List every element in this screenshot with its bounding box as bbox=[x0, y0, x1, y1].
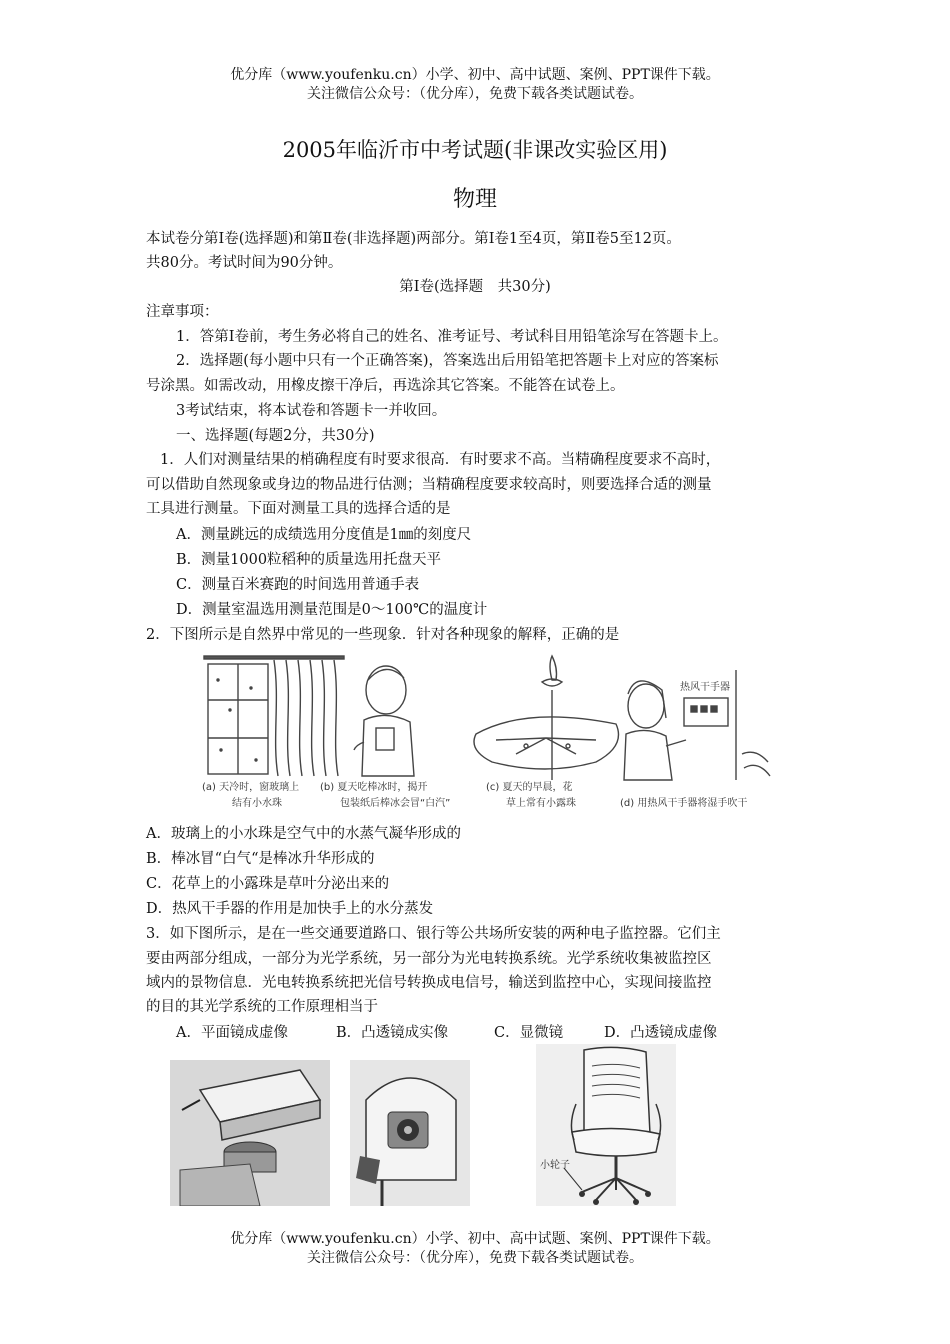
section-title: 第Ⅰ卷(选择题 共30分) bbox=[399, 279, 551, 295]
q2-option-c: C．花草上的小露珠是草叶分泌出来的 bbox=[146, 876, 390, 892]
q1-option-c: C．测量百米赛跑的时间选用普通手表 bbox=[176, 577, 420, 593]
chair-illustration bbox=[536, 1044, 676, 1206]
q1-line-3: 工具进行测量。下面对测量工具的选择合适的是 bbox=[146, 501, 451, 517]
notes-heading: 注章事项： bbox=[146, 304, 219, 320]
subject-title: 物理 bbox=[452, 187, 497, 212]
header-line-2: 关注微信公众号：（优分库），免费下载各类试题试卷。 bbox=[307, 86, 643, 102]
q3-option-d: D．凸透镜成虚像 bbox=[604, 1025, 718, 1041]
footer-line-2: 关注微信公众号：（优分库），免费下载各类试题试卷。 bbox=[307, 1250, 643, 1266]
q3-chair-photo bbox=[536, 1044, 676, 1206]
lotus-leaf-drawing bbox=[474, 656, 619, 780]
q3-option-b: B．凸透镜成实像 bbox=[336, 1025, 449, 1041]
caption-c-1: (c) 夏天的早晨，花 bbox=[486, 782, 573, 793]
footer-line-1: 优分库（www.youfenku.cn）小学、初中、高中试题、案例、PPT课件下载。 bbox=[230, 1231, 720, 1247]
q3-option-c: C．显微镜 bbox=[494, 1025, 564, 1041]
q2-figure bbox=[196, 650, 776, 818]
part-1-heading: 一、选择题(每题2分，共30分) bbox=[176, 428, 375, 444]
window-curtain-drawing bbox=[204, 656, 344, 776]
q1-option-a: A．测量跳远的成绩选用分度值是1㎜的刻度尺 bbox=[176, 527, 472, 543]
dome-camera-drawing bbox=[350, 1060, 470, 1206]
q2-option-d: D．热风干手器的作用是加快手上的水分蒸发 bbox=[146, 901, 434, 917]
exam-title: 2005年临沂市中考试题(非课改实验区用) bbox=[282, 138, 668, 162]
dryer-label: 热风干手器 bbox=[680, 682, 730, 693]
q2-option-b: B．棒冰冒“白气“是棒冰升华形成的 bbox=[146, 851, 375, 867]
q1-option-b: B．测量1000粒稻种的质量选用托盘天平 bbox=[176, 552, 442, 568]
caption-c-2: 草上常有小露珠 bbox=[506, 798, 576, 809]
q2-option-a: A．玻璃上的小水珠是空气中的水蒸气凝华形成的 bbox=[146, 826, 461, 842]
intro-line-1: 本试卷分第Ⅰ卷(选择题)和第Ⅱ卷(非选择题)两部分。第Ⅰ卷1至4页，第Ⅱ卷5至12页。 bbox=[146, 231, 681, 247]
q3-line-2: 要由两部分组成，一部分为光学系统，另一部分为光电转换系统。光学系统收集被监控区 bbox=[146, 951, 712, 967]
q3-line-1: 3．如下图所示，是在一些交通要道路口、银行等公共场所安装的两种电子监控器。它们主 bbox=[146, 926, 721, 942]
q3-camera-photos bbox=[170, 1060, 470, 1206]
q1-line-2: 可以借助自然现象或身边的物品进行估测；当精确程度要求较高时，则要选择合适的测量 bbox=[146, 477, 712, 493]
intro-line-2: 共80分。考试时间为90分钟。 bbox=[146, 255, 343, 271]
caption-b-1: (b) 夏天吃棒冰时，揭开 bbox=[320, 782, 428, 793]
caption-d-1: (d) 用热风干手器将湿手吹干 bbox=[620, 798, 748, 809]
q1-option-d: D．测量室温选用测量范围是0～100℃的温度计 bbox=[176, 602, 488, 618]
note-1: 1．答第Ⅰ卷前，考生务必将自己的姓名、准考证号、考试科目用铅笔涂写在答题卡上。 bbox=[176, 329, 728, 345]
q3-line-3: 域内的景物信息．光电转换系统把光信号转换成电信号，输送到监控中心，实现间接监控 bbox=[146, 975, 712, 991]
q2-stem: 2．下图所示是自然界中常见的一些现象．针对各种现象的解释，正确的是 bbox=[146, 627, 620, 643]
q3-option-a: A．平面镜成虚像 bbox=[176, 1025, 288, 1041]
chair-label: 小轮子 bbox=[540, 1160, 570, 1171]
note-2-line-1: 2．选择题(每小题中只有一个正确答案)，答案选出后用铅笔把答题卡上对应的答案标 bbox=[176, 353, 719, 369]
q2-illustration bbox=[196, 650, 776, 818]
caption-b-2: 包装纸后棒冰会冒“白汽” bbox=[340, 798, 451, 809]
box-camera-drawing bbox=[170, 1060, 330, 1206]
caption-a-1: (a) 天冷时，窗玻璃上 bbox=[202, 782, 300, 793]
camera-illustration bbox=[170, 1060, 470, 1206]
q3-line-4: 的目的其光学系统的工作原理相当于 bbox=[146, 999, 378, 1015]
caption-a-2: 结有小水珠 bbox=[232, 798, 282, 809]
note-2-line-2: 号涂黑。如需改动，用橡皮擦干净后，再选涂其它答案。不能答在试卷上。 bbox=[146, 378, 625, 394]
header-line-1: 优分库（www.youfenku.cn）小学、初中、高中试题、案例、PPT课件下载。 bbox=[230, 67, 720, 83]
boy-popsicle-drawing bbox=[354, 666, 414, 776]
note-3: 3考试结束，将本试卷和答题卡一并收回。 bbox=[176, 403, 447, 419]
q1-line-1: 1．人们对测量结果的梢确程度有时要求很高．有时要求不高。当精确程度要求不高时， bbox=[160, 452, 721, 468]
